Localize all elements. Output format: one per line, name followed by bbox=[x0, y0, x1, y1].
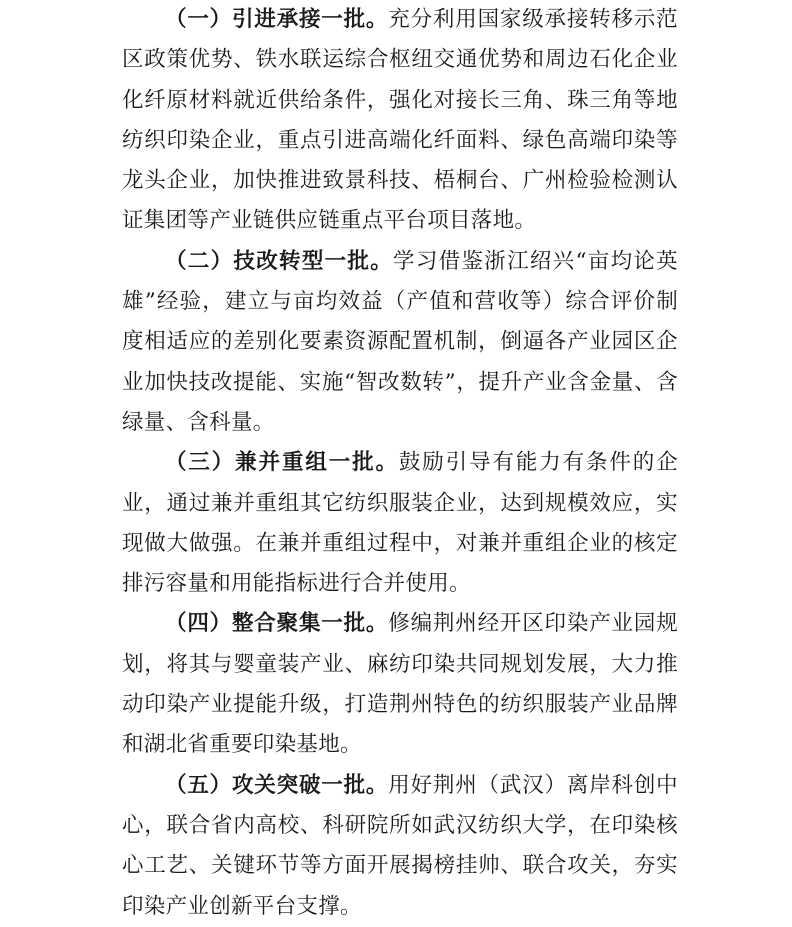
paragraph-heading: （四）整合聚集一批。 bbox=[165, 611, 389, 637]
paragraph-text: 修编荆州经开区印染产业园规划，将其与婴童装产业、麻纺印染共同规划发展，大力推动印染产业提能升级，打造荆州特色的纺织服装产业品牌和湖北省重要印染基地。 bbox=[122, 611, 678, 758]
paragraph-heading: （一）引进承接一批。 bbox=[165, 7, 389, 32]
paragraph-heading: （二）技改转型一批。 bbox=[165, 248, 394, 274]
paragraph-heading: （三）兼并重组一批。 bbox=[165, 450, 399, 476]
paragraph-heading: （五）攻关突破一批。 bbox=[165, 772, 389, 798]
paragraph-text: 学习借鉴浙江绍兴“亩均论英雄”经验，建立与亩均效益（产值和营收等）综合评价制度相适应的差别化要素资源配置机制，倒逼各产业园区企业加快技改提能、实施“智改数转”，提升产业含金量、含绿量、含科量。 bbox=[122, 248, 678, 435]
paragraph-text: 充分利用国家级承接转移示范区政策优势、铁水联运综合枢纽交通优势和周边石化企业化纤原材料就近供给条件，强化对接长三角、珠三角等地纺织印染企业，重点引进高端化纤面料、绿色高端印染等龙头企业，加快推进致景科技、梧桐台、广州检验检测认证集团等产业链供应链重点平台项目落地。 bbox=[122, 7, 678, 234]
paragraph-text: 用好荆州（武汉）离岸科创中心，联合省内高校、科研院所如武汉纺织大学，在印染核心工艺、关键环节等方面开展揭榜挂帅、联合攻关，夯实印染产业创新平台支撑。 bbox=[122, 772, 678, 919]
paragraph-introduce bbox=[122, 0, 678, 242]
paragraph-upgrade bbox=[122, 242, 678, 443]
paragraph-text: 鼓励引导有能力有条件的企业，通过兼并重组其它纺织服装企业，达到规模效应，实现做大做强。在兼并重组过程中，对兼并重组企业的核定排污容量和用能指标进行合并使用。 bbox=[122, 450, 678, 597]
paragraph-breakthrough bbox=[122, 766, 678, 927]
document-page bbox=[122, 0, 678, 927]
paragraph-integrate bbox=[122, 604, 678, 765]
paragraph-merge bbox=[122, 443, 678, 604]
